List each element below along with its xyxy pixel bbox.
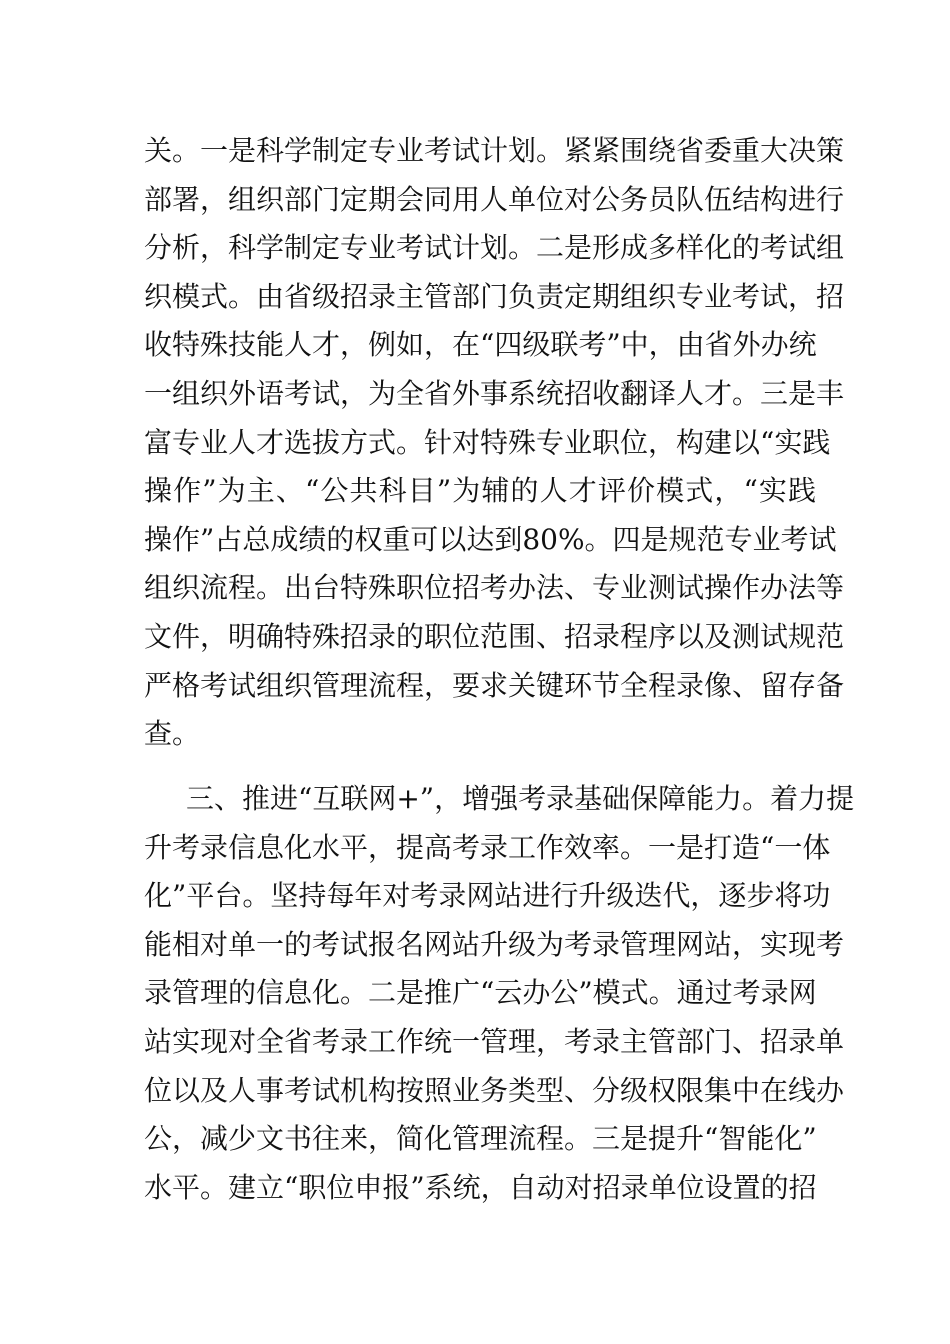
text-line: 关。一是科学制定专业考试计划。紧紧围绕省委重大决策 [144,134,845,167]
text-line: 操作”占总成绩的权重可以达到80%。四是规范专业考试 [144,522,837,556]
text-line: 部署，组织部门定期会同用人单位对公务员队伍结构进行 [144,182,845,216]
text-line: 组织流程。出台特殊职位招考办法、专业测试操作办法等 [144,571,845,605]
text-line: 查。 [144,717,201,751]
text-line: 操作”为主、“公共科目”为辅的人才评价模式，“实践 [144,474,816,508]
text-line: 站实现对全省考录工作统一管理，考录主管部门、招录单 [144,1024,845,1058]
paragraph-internet-plus [144,775,855,1212]
text-line: 升考录信息化水平，提高考录工作效率。一是打造“一体 [144,830,831,864]
text-line: 录管理的信息化。二是推广“云办公”模式。通过考录网 [144,976,817,1010]
text-line: 化”平台。坚持每年对考录网站进行升级迭代，逐步将功 [144,879,831,913]
text-line: 水平。建立“职位申报”系统，自动对招录单位设置的招 [144,1170,817,1204]
text-line: 严格考试组织管理流程，要求关键环节全程录像、留存备 [144,668,845,702]
text-line: 公，减少文书往来，简化管理流程。三是提升“智能化” [144,1122,817,1156]
text-line: 位以及人事考试机构按照业务类型、分级权限集中在线办 [144,1073,845,1107]
text-line: 收特殊技能人才，例如，在“四级联考”中，由省外办统 [144,328,817,362]
text-line: 分析，科学制定专业考试计划。二是形成多样化的考试组 [144,231,845,265]
text-line: 织模式。由省级招录主管部门负责定期组织专业考试，招 [144,279,845,313]
text-line: 能相对单一的考试报名网站升级为考录管理网站，实现考 [144,927,845,961]
paragraph-exam-planning [144,127,845,759]
text-line: 三、推进“互联网+”，增强考录基础保障能力。着力提 [186,782,855,815]
text-line: 文件，明确特殊招录的职位范围、招录程序以及测试规范 [144,619,845,653]
text-line: 一组织外语考试，为全省外事系统招收翻译人才。三是丰 [144,376,845,410]
text-line: 富专业人才选拔方式。针对特殊专业职位，构建以“实践 [144,425,831,459]
